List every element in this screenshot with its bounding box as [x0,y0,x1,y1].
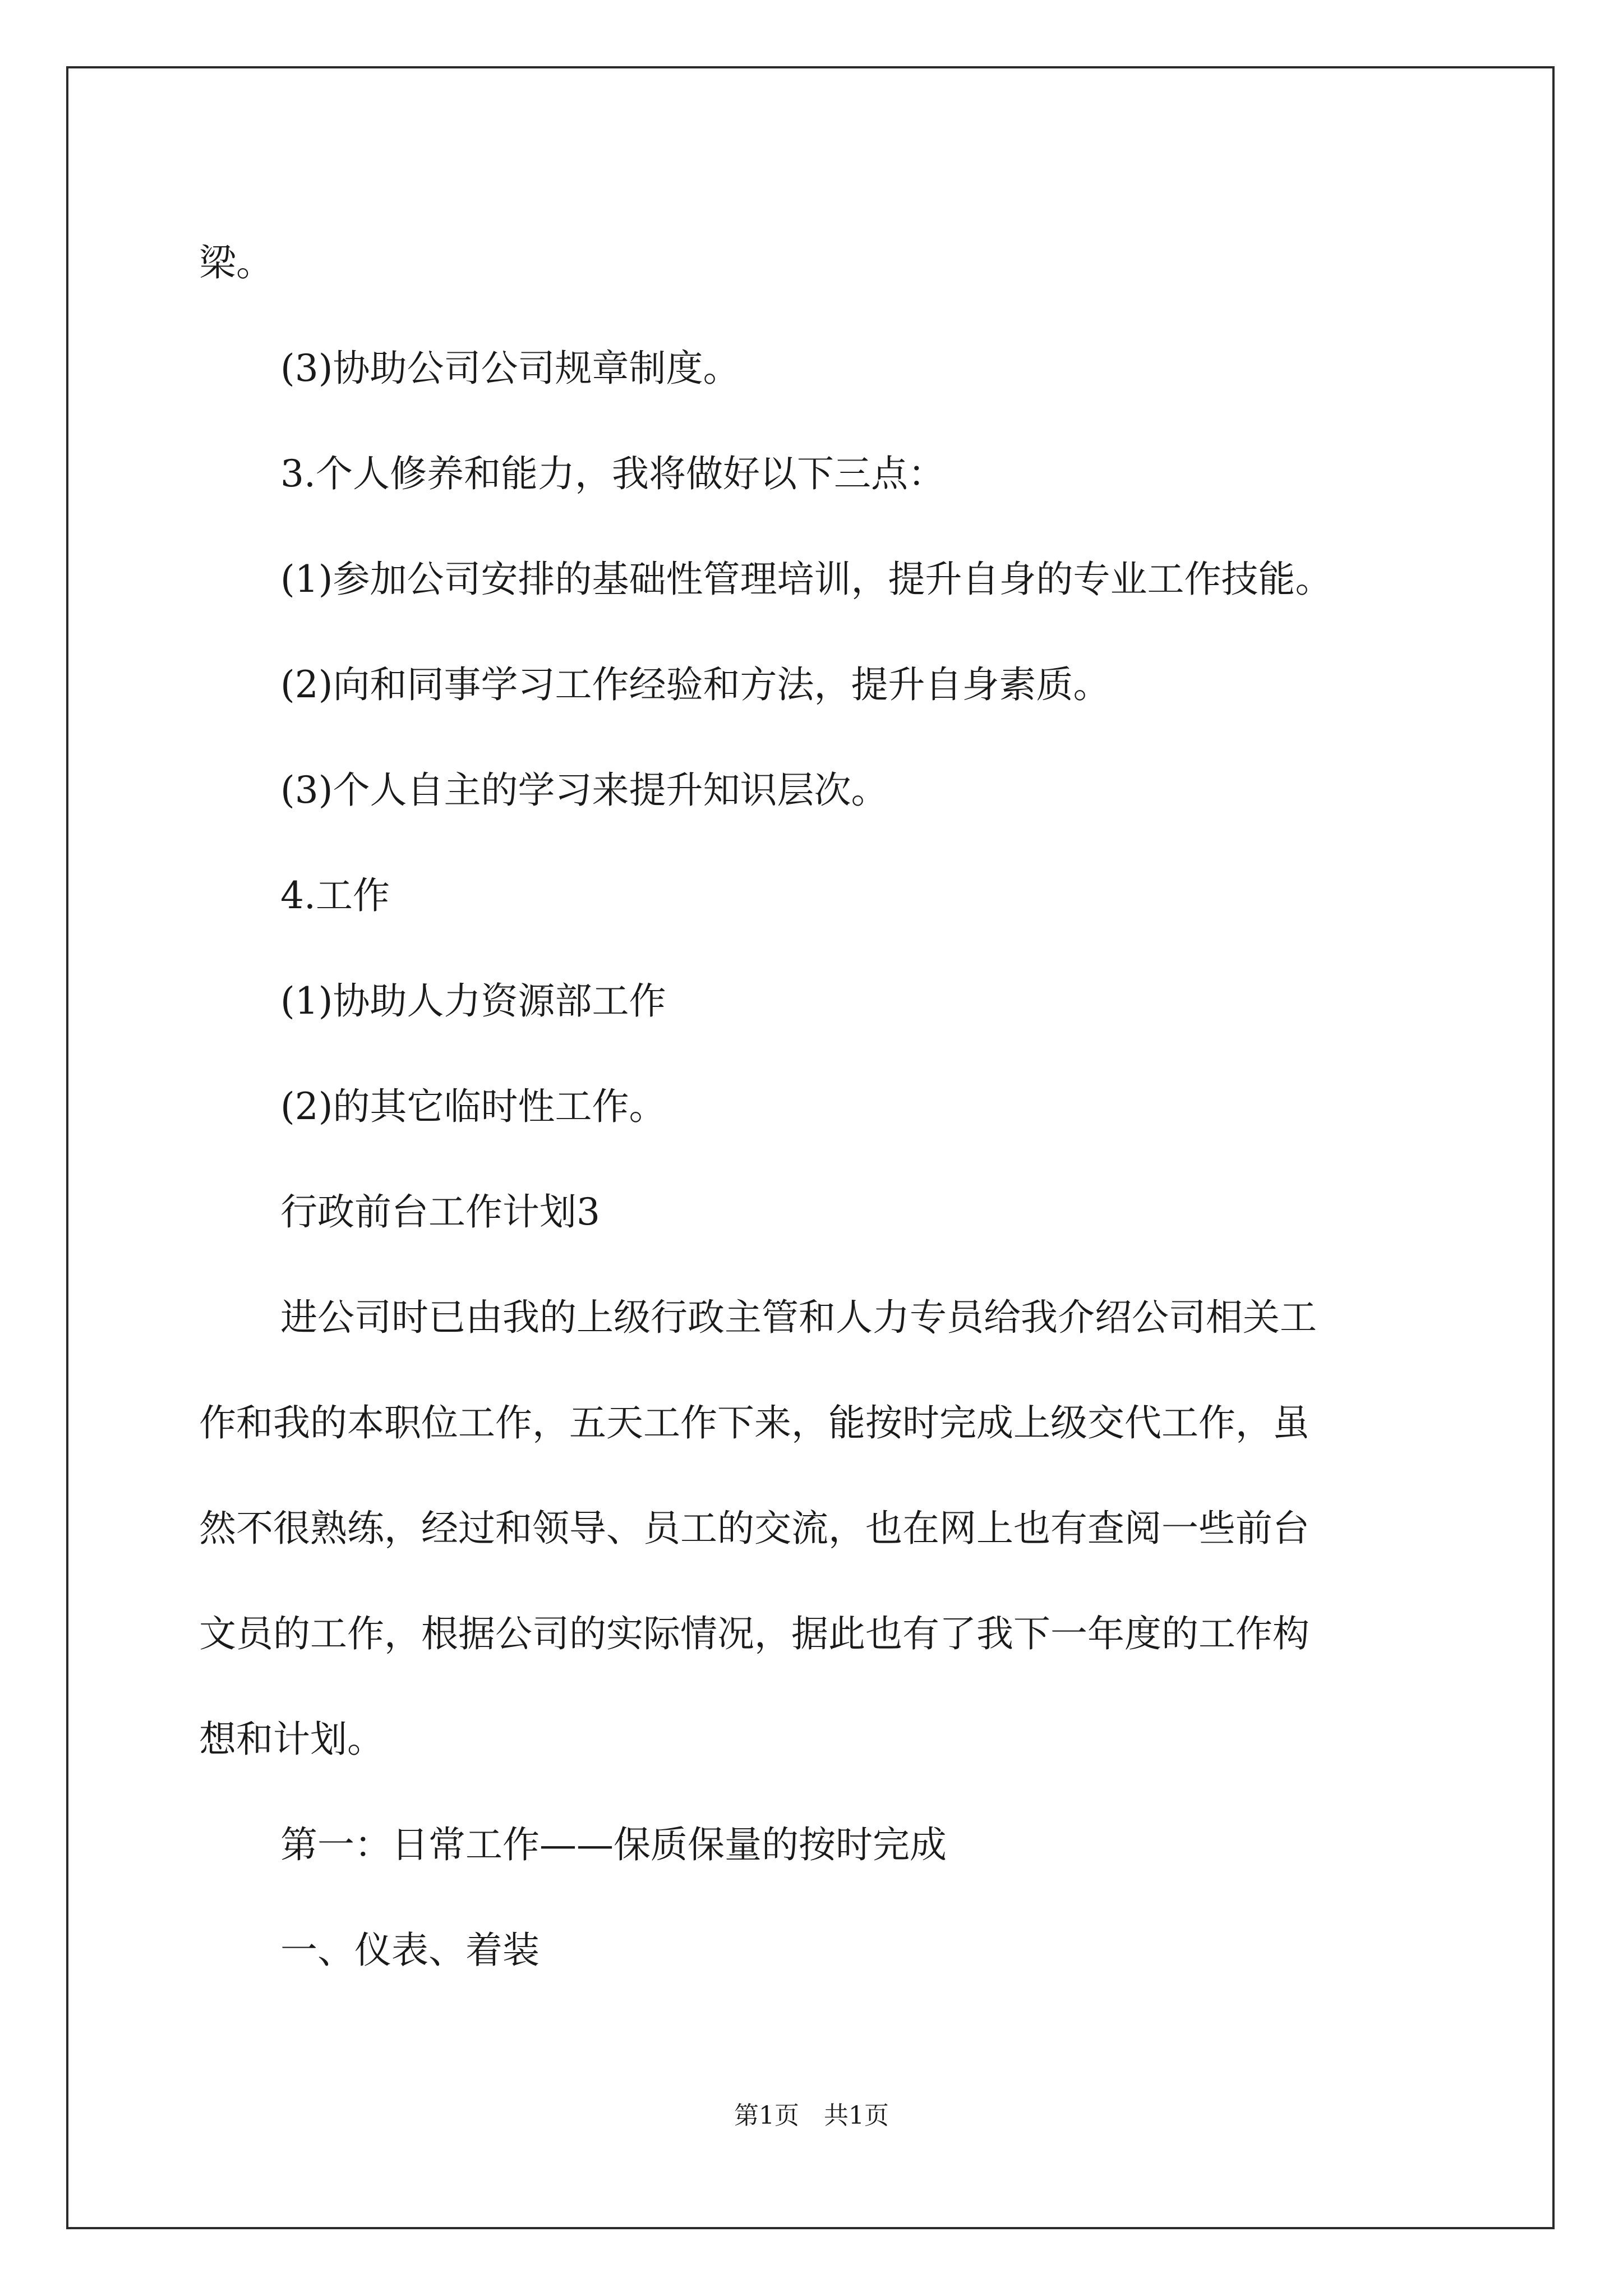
paragraph: 3.个人修养和能力，我将做好以下三点： [280,452,945,495]
paragraph: 一、仪表、着装 [280,1929,540,1972]
paragraph: 然不很熟练，经过和领导、员工的交流，也在网上也有查阅一些前台 [199,1507,1310,1550]
paragraph: 进公司时已由我的上级行政主管和人力专员给我介绍公司相关工 [280,1296,1317,1339]
paragraph: 4.工作 [280,874,390,917]
paragraph: (3)个人自主的学习来提升知识层次。 [280,769,888,812]
paragraph: (2)向和同事学习工作经验和方法，提升自身素质。 [280,663,1110,706]
paragraph: (3)协助公司公司规章制度。 [280,347,740,390]
paragraph: (1)参加公司安排的基础性管理培训，提升自身的专业工作技能。 [280,558,1332,601]
paragraph: 作和我的本职位工作，五天工作下来，能按时完成上级交代工作，虽 [199,1401,1310,1444]
paragraph: (1)协助人力资源部工作 [280,979,666,1023]
paragraph: 梁。 [199,241,273,284]
document-body [199,210,1467,2003]
paragraph: 第一：日常工作——保质保量的按时完成 [280,1823,947,1866]
page-footer: 第1页 共1页 [734,2101,889,2130]
section-heading: 行政前台工作计划3 [280,1190,600,1234]
paragraph: (2)的其它临时性工作。 [280,1085,666,1128]
paragraph: 想和计划。 [199,1718,384,1761]
paragraph: 文员的工作，根据公司的实际情况，据此也有了我下一年度的工作构 [199,1612,1310,1655]
